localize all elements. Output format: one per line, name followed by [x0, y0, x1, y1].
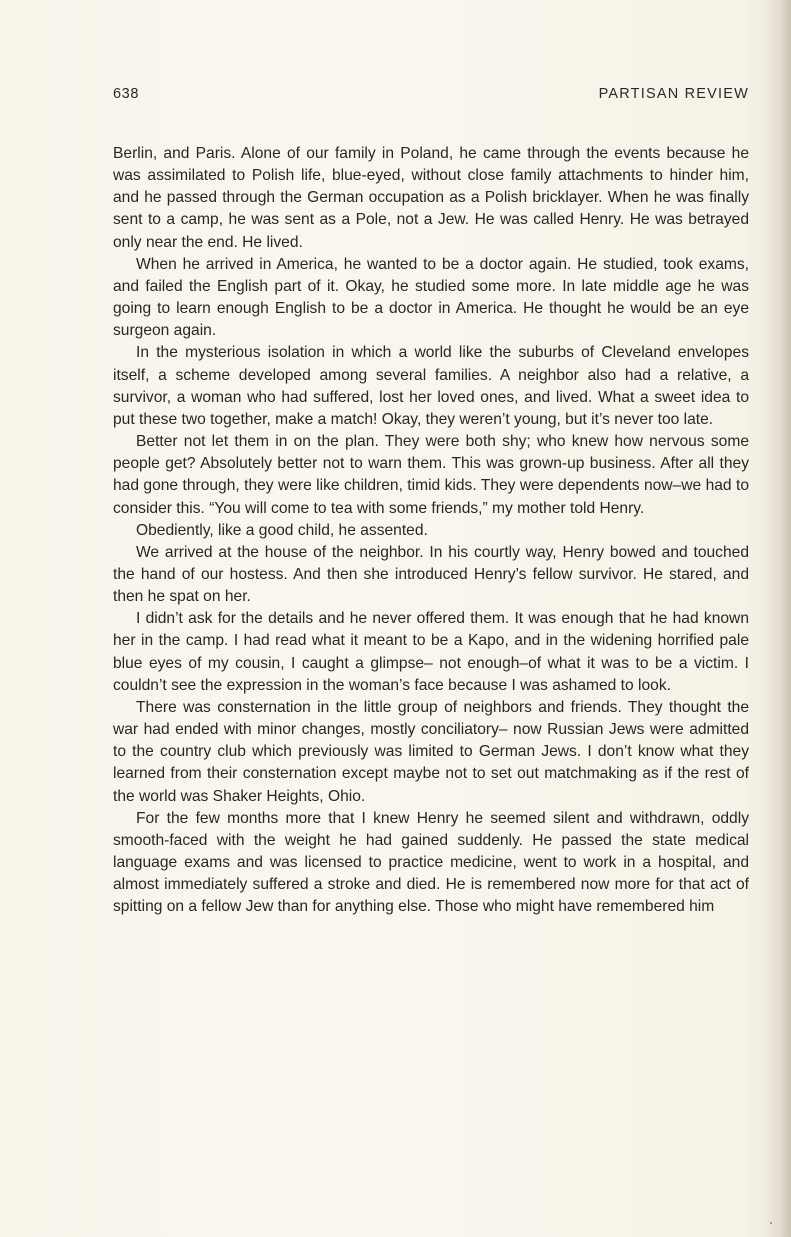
paragraph: Berlin, and Paris. Alone of our family in Poland, he came through the events because he was assimilated to Polish life, blue-eyed, without close family attachments to hinder him, and he passed through the German occupation as a Polish bricklayer. When he was finally sent to a camp, he was sent as a Pole, not a Jew. He was called Henry. He was betrayed only near the end. He lived. [113, 145, 749, 251]
page-edge-shadow [765, 0, 791, 1237]
paragraph: When he arrived in America, he wanted to be a doctor again. He studied, took exams, and failed the English part of it. Okay, he studied some more. In late middle age he was going to learn enough English to be a doctor in America. He thought he would be an eye surgeon again. [113, 255, 749, 340]
paragraph: In the mysterious isolation in which a world like the suburbs of Cleveland envelopes itself, a scheme developed among several families. A neighbor also had a relative, a survivor, a woman who had suffered, lost her loved ones, and lived. What a sweet idea to put these two together, make a match! Okay, they weren’t young, but it’s never too late. [113, 344, 749, 428]
paragraph: Obediently, like a good child, he assented. [136, 521, 428, 539]
paragraph: There was consternation in the little group of neighbors and friends. They thought the war had ended with minor changes, mostly conciliatory– now Russian Jews were admitted to the country club which previously was limited to German Jews. I don’t know what they learned from their consternation except maybe not to set out matchmaking as if the rest of the world was Shaker Heights, Ohio. [113, 698, 749, 805]
paragraph: Better not let them in on the plan. They were both shy; who knew how nervous some people get? Absolutely better not to warn them. This was grown-up business. After all they had gone through, they were like children, timid kids. They were dependents now–we had to consider this. “You will come to tea with some friends,” my mother told Henry. [113, 433, 749, 517]
paragraph: For the few months more that I knew Henry he seemed silent and withdrawn, oddly smooth-faced with the weight he had gained suddenly. He passed the state medical language exams and was licensed to practice medicine, went to work in a hospital, and almost immediately suffered a stroke and died. He is remembered now more for that act of spitting on a fellow Jew than for anything else. Those who might have remembered him [113, 809, 749, 916]
journal-title: PARTISAN REVIEW [598, 86, 749, 102]
article-body [113, 143, 749, 918]
print-speck [770, 1222, 772, 1224]
paragraph: I didn’t ask for the details and he never offered them. It was enough that he had known her in the camp. I had read what it meant to be a Kapo, and in the widening horrified pale blue eyes of my cousin, I caught a glimpse– not enough–of what it was to be a victim. I couldn’t see the expression in the woman’s face because I was ashamed to look. [113, 610, 749, 694]
page-number: 638 [113, 86, 139, 102]
running-head [113, 86, 749, 108]
paragraph: We arrived at the house of the neighbor. In his courtly way, Henry bowed and touched the hand of our hostess. And then she introduced Henry’s fellow survivor. He stared, and then he spat on her. [113, 543, 749, 606]
